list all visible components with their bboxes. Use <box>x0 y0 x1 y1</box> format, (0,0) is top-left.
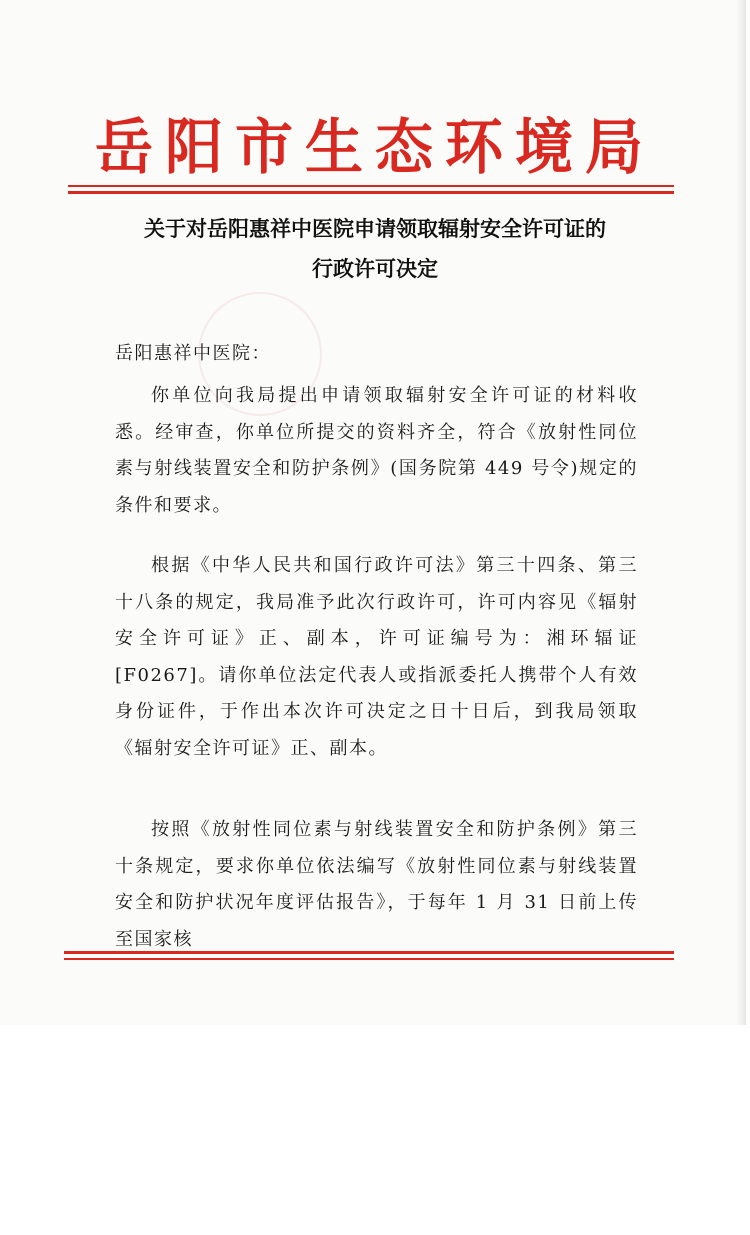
paragraph-1: 你单位向我局提出申请领取辐射安全许可证的材料收悉。经审查，你单位所提交的资料齐全，符合《放射性同位素与射线装置安全和防护条例》(国务院第 449 号令)规定的条件和要求。 <box>115 385 638 516</box>
paragraph-3: 按照《放射性同位素与射线装置安全和防护条例》第三十条规定，要求你单位依法编写《放射性同位素与射线装置安全和防护状况年度评估报告》，于每年 1 月 31 日前上传至国家核 <box>115 819 638 950</box>
document-title-line-2: 行政许可决定 <box>312 256 438 281</box>
issuing-authority-header: 岳阳市生态环境局 <box>94 111 655 183</box>
salutation: 岳阳惠祥中医院： <box>115 343 271 364</box>
document-title-line-1: 关于对岳阳惠祥中医院申请领取辐射安全许可证的 <box>144 216 606 241</box>
footer-divider <box>64 951 674 960</box>
header-divider <box>68 185 674 194</box>
paragraph-2: 根据《中华人民共和国行政许可法》第三十四条、第三十八条的规定，我局准予此次行政许可，许可内容见《辐射安全许可证》正、副本，许可证编号为：湘环辐证[F0267]。请你单位法定代表人或指派委托人携带个人有效身份证件，于作出本次许可决定之日十日后，到我局领取《辐射安全许可证》正、副本。 <box>115 555 638 759</box>
